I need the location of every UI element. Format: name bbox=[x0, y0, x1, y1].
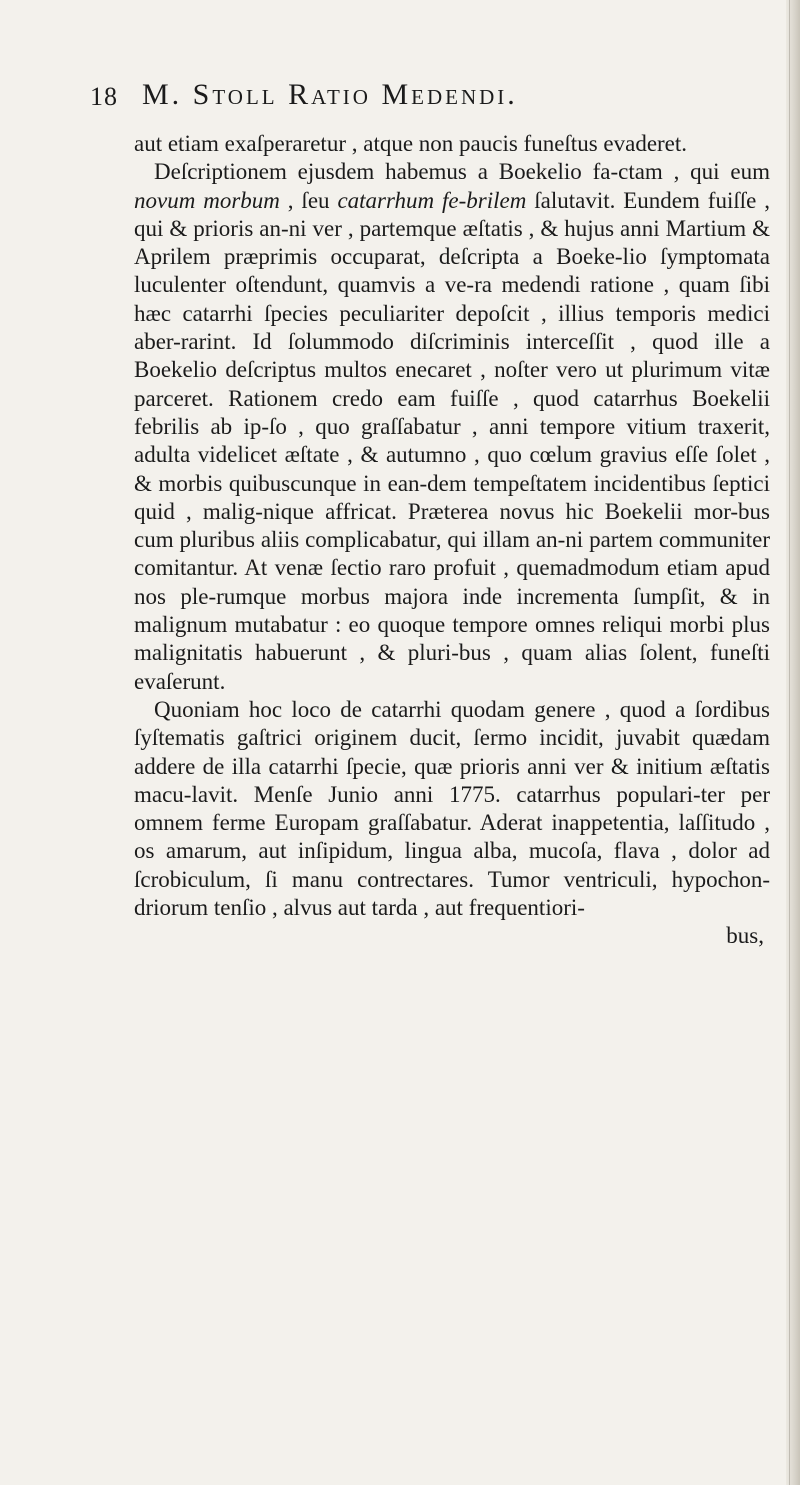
running-title: M. Stoll Ratio Medendi. bbox=[142, 78, 518, 111]
paragraph-2-text-c: ſalutavit. Eundem fuiſſe , qui & prioris an-ni ver , partemque æſtatis , & hujus anni Martium & Aprilem præprimis occuparat, deſcripta a Boeke-lio ſymptomata luculenter oſtendunt, quamvis a ve-ra medendi ratione , quam ſibi hæc catarrhi ſpecies peculiariter depoſcit , illius temporis medici aber-rarint. Id ſolummodo diſcriminis interceſſit , quod ille a Boekelio deſcriptus multos enecaret , noſter vero ut plurimum vitæ parceret. Rationem credo eam fuiſſe , quod catarrhus Boekelii febrilis ab ip-ſo , quo graſſabatur , anni tempore vitium traxerit, adulta videlicet æſtate , & autumno , quo cœlum gravius eſſe ſolet , & morbis quibuscunque in ean-dem tempeſtatem incidentibus ſeptici quid , malig-nique affricat. Præterea novus hic Boekelii mor-bus cum pluribus aliis complicabatur, qui illam an-ni partem communiter comitantur. At venæ ſectio raro profuit , quemadmodum etiam apud nos ple-rumque morbus majora inde incrementa ſumpſit, & in malignum mutabatur : eo quoque tempore omnes reliqui morbi plus malignitatis habuerunt , & pluri-bus , quam alias ſolent, funeſti evaſerunt. bbox=[134, 187, 770, 694]
page-header bbox=[90, 78, 730, 118]
paragraph-2-text-a: Deſcriptionem ejusdem habemus a Boekelio fa-ctam , qui eum bbox=[154, 159, 770, 185]
paragraph-3-text: Quoniam hoc loco de catarrhi quodam genere , quod a ſordibus ſyſtematis gaſtrici originem ducit, ſermo incidit, juvabit quædam addere de illa catarrhi ſpecie, quæ prioris anni ver & initium æſtatis macu-lavit. Menſe Junio anni 1775. catarrhus populari-ter per omnem ferme Europam graſſabatur. Aderat inappetentia, laſſitudo , os amarum, aut inſipidum, lingua alba, mucoſa, flava , dolor ad ſcrobiculum, ſi manu contrectares. Tumor ventriculi, hypochon-driorum tenſio , alvus aut tarda , aut frequentiori- bbox=[134, 696, 770, 921]
paragraph-1 bbox=[134, 130, 770, 158]
page-edge-line bbox=[789, 0, 790, 1485]
paragraph-3 bbox=[134, 696, 770, 951]
page-number: 18 bbox=[90, 82, 118, 111]
paragraph-2-italic-novum-morbum: novum morbum bbox=[134, 187, 280, 213]
paragraph-2 bbox=[134, 158, 770, 696]
paragraph-2-italic-catarrhum-febrilem: catarrhum fe-brilem bbox=[337, 187, 527, 213]
body-text bbox=[134, 130, 770, 951]
paragraph-2-text-b: , ſeu bbox=[279, 187, 338, 213]
paragraph-1-text: aut etiam exaſperaretur , atque non paucis funeſtus evaderet. bbox=[134, 131, 688, 156]
catchword: bus, bbox=[726, 923, 764, 949]
